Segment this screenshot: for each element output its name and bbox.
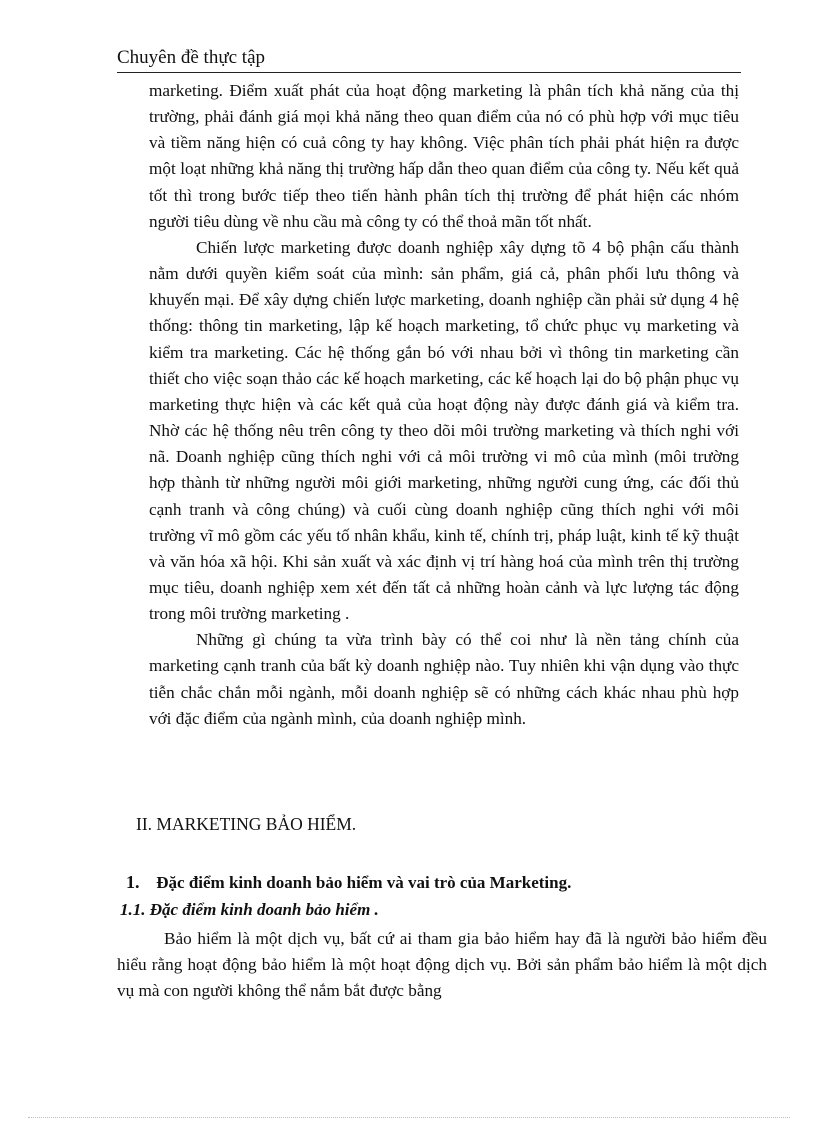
subsection-heading <box>126 870 571 895</box>
paragraph-3: Những gì chúng ta vừa trình bày có thể coi như là nền tảng chính của marketing cạnh tranh của bất kỳ doanh nghiệp nào. Tuy nhiên khi vận dụng vào thực tiễn chắc chắn mỗi ngành, mỗi doanh nghiệp sẽ có những cách khác nhau phù hợp với đặc điểm của ngành mình, của doanh nghiệp mình. <box>149 630 739 728</box>
footer-divider <box>28 1117 790 1118</box>
paragraph-4: Bảo hiểm là một dịch vụ, bất cứ ai tham gia bảo hiểm hay đã là người bảo hiểm đều hiểu rằng hoạt động bảo hiểm là một hoạt động dịch vụ. Bởi sản phẩm bảo hiểm là một dịch vụ mà con người không thể nắm bắt được bằng <box>117 929 767 1001</box>
subsubsection-heading: 1.1. Đặc điểm kinh doanh bảo hiểm . <box>120 900 379 919</box>
header-title: Chuyên đề thực tập <box>117 47 266 68</box>
body-text <box>117 78 739 732</box>
subsection-title: Đặc điểm kinh doanh bảo hiểm và vai trò của Marketing. <box>156 873 572 892</box>
page-header <box>117 46 741 73</box>
paragraph-2: Chiến lược marketing được doanh nghiệp xây dựng tõ 4 bộ phận cấu thành nằm dưới quyền kiểm soát của mình: sản phẩm, giá cả, phân phối lưu thông và khuyến mại. Để xây dựng chiến lược marketing, doanh nghiệp cần phải sử dụng 4 hệ thống: thông tin marketing, lập kế hoạch marketing, tổ chức phục vụ marketing và kiểm tra marketing. Các hệ thống gắn bó với nhau bởi vì thông tin marketing cần thiết cho việc soạn thảo các kế hoạch marketing, các kế hoạch lại do bộ phận phục vụ marketing thực hiện và các kết quả của hoạt động này được đánh giá và kiểm tra. Nhờ các hệ thống nêu trên công ty theo dõi môi trường marketing và thích nghi với nã. Doanh nghiệp cũng thích nghi với cả môi trường vi mô của mình (môi trường hợp thành từ những người môi giới marketing, những người cung ứng, các đối thủ cạnh tranh và công chúng) và cuối cùng doanh nghiệp cũng thích nghi với môi trường vĩ mô gồm các yếu tố nhân khẩu, kinh tế, chính trị, pháp luật, kinh tế kỹ thuật và văn hóa xã hội. Khi sản xuất và xác định vị trí hàng hoá của mình trên thị trường mục tiêu, doanh nghiệp xem xét đến tất cả những hoàn cảnh và lực lượng tác động trong môi trường marketing . <box>149 237 739 624</box>
subsection-number: 1. <box>126 872 140 892</box>
paragraph-1: marketing. Điểm xuất phát của hoạt động marketing là phân tích khả năng của thị trường, phải đánh giá mọi khả năng theo quan điểm của nó có phù hợp với mục tiêu và tiềm năng hiện có cuả công ty hay không. Việc phân tích phải phát hiện ra được một loạt những khả năng thị trường hấp dẫn theo quan điểm của công ty. Nếu kết quả tốt thì trong bước tiếp theo tiến hành phân tích thị trường để phát hiện các nhóm người tiêu dùng về nhu cầu mà công ty có thể thoả mãn tốt nhất. <box>149 81 739 231</box>
section-heading: II. MARKETING BẢO HIỂM. <box>136 814 357 834</box>
